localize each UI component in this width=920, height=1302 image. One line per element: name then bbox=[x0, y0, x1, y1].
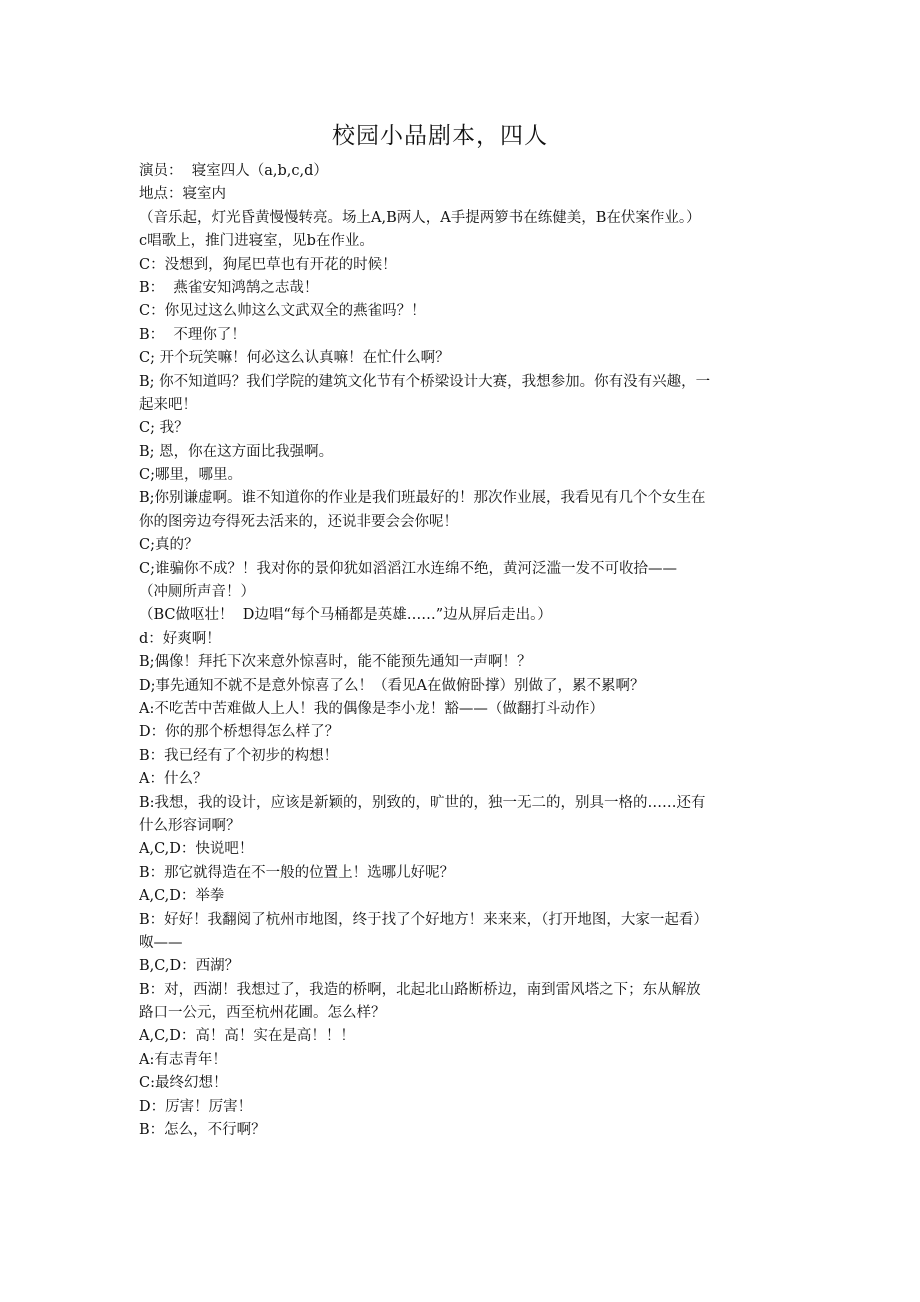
script-line: C：你见过这么帅这么文武双全的燕雀吗？！ bbox=[139, 303, 426, 320]
script-line: D：你的那个桥想得怎么样了？ bbox=[139, 724, 340, 741]
script-line: A,C,D：快说吧！ bbox=[139, 841, 254, 858]
script-line: c唱歌上，推门进寝室，见b在作业。 bbox=[139, 233, 374, 250]
script-body bbox=[139, 160, 787, 1142]
script-line: B;偶像！拜托下次来意外惊喜时，能不能预先通知一声啊！？ bbox=[139, 654, 532, 671]
script-line: B,C,D：西湖？ bbox=[139, 958, 240, 975]
script-line: B：那它就得造在不一般的位置上！选哪儿好呢？ bbox=[139, 864, 455, 881]
script-line: （音乐起，灯光昏黄慢慢转亮。场上A,B两人，A手提两箩书在练健美，B在伏案作业。） bbox=[139, 209, 701, 226]
script-line: B： 燕雀安知鸿鹄之志哉！ bbox=[139, 279, 319, 296]
script-line: C:最终幻想！ bbox=[139, 1075, 228, 1092]
script-line: B：对，西湖！我想过了，我造的桥啊，北起北山路断桥边，南到雷风塔之下；东从解放 bbox=[139, 981, 701, 998]
document-title: 校园小品剧本，四人 bbox=[332, 123, 548, 149]
script-line: B; 你不知道吗？我们学院的建筑文化节有个桥梁设计大赛，我想参加。你有没有兴趣，一 bbox=[139, 373, 711, 390]
script-line: C;谁骗你不成？！我对你的景仰犹如滔滔江水连绵不绝，黄河泛滥一发不可收拾—— bbox=[139, 560, 677, 577]
script-line: 起来吧！ bbox=[139, 396, 197, 413]
script-line: A,C,D：高！高！实在是高！！！ bbox=[139, 1028, 355, 1045]
script-line: 演员： 寝室四人（a,b,c,d） bbox=[139, 163, 328, 179]
script-line: 你的图旁边夸得死去活来的，还说非要会会你呢！ bbox=[139, 513, 458, 530]
script-line: 呶—— bbox=[139, 934, 183, 951]
script-line: C：没想到，狗尾巴草也有开花的时候！ bbox=[139, 256, 397, 273]
script-line: B： 不理你了！ bbox=[139, 326, 246, 343]
script-line: 路口一公元，西至杭州花圃。怎么样？ bbox=[139, 1005, 386, 1022]
script-line: C;真的？ bbox=[139, 537, 199, 554]
script-line: 什么形容词啊？ bbox=[139, 817, 241, 834]
script-line: C; 开个玩笑嘛！何必这么认真嘛！在忙什么啊？ bbox=[139, 350, 450, 367]
script-line: C;哪里，哪里。 bbox=[139, 467, 242, 484]
script-line: A:不吃苦中苦难做人上人！我的偶像是李小龙！豁——（做翻打斗动作） bbox=[139, 700, 604, 717]
script-line: B; 恩，你在这方面比我强啊。 bbox=[139, 443, 334, 460]
script-line: A,C,D：举拳 bbox=[139, 888, 225, 905]
script-line: D：厉害！厉害！ bbox=[139, 1098, 253, 1115]
script-line: B;你别谦虚啊。谁不知道你的作业是我们班最好的！那次作业展，我看见有几个个女生在 bbox=[139, 490, 706, 507]
script-line: B：好好！我翻阅了杭州市地图，终于找了个好地方！来来来，（打开地图，大家一起看） bbox=[139, 911, 708, 928]
script-line: B：我已经有了个初步的构想！ bbox=[139, 747, 339, 764]
script-line: C; 我？ bbox=[139, 420, 189, 437]
script-line: 地点：寝室内 bbox=[139, 186, 226, 203]
script-line: （BC做呕壮！ D边唱“每个马桶都是英雄……”边从屏后走出。） bbox=[139, 607, 552, 624]
script-line: （冲厕所声音！） bbox=[139, 584, 255, 601]
script-line: A:有志青年！ bbox=[139, 1051, 227, 1068]
script-line: B：怎么，不行啊？ bbox=[139, 1122, 266, 1139]
script-line: D;事先通知不就不是意外惊喜了么！（看见A在做俯卧撑）别做了，累不累啊？ bbox=[139, 677, 645, 694]
script-line: A：什么？ bbox=[139, 771, 208, 788]
script-line: d：好爽啊！ bbox=[139, 630, 221, 647]
script-line: B:我想，我的设计，应该是新颖的，别致的，旷世的，独一无二的，别具一格的……还有 bbox=[139, 794, 706, 811]
